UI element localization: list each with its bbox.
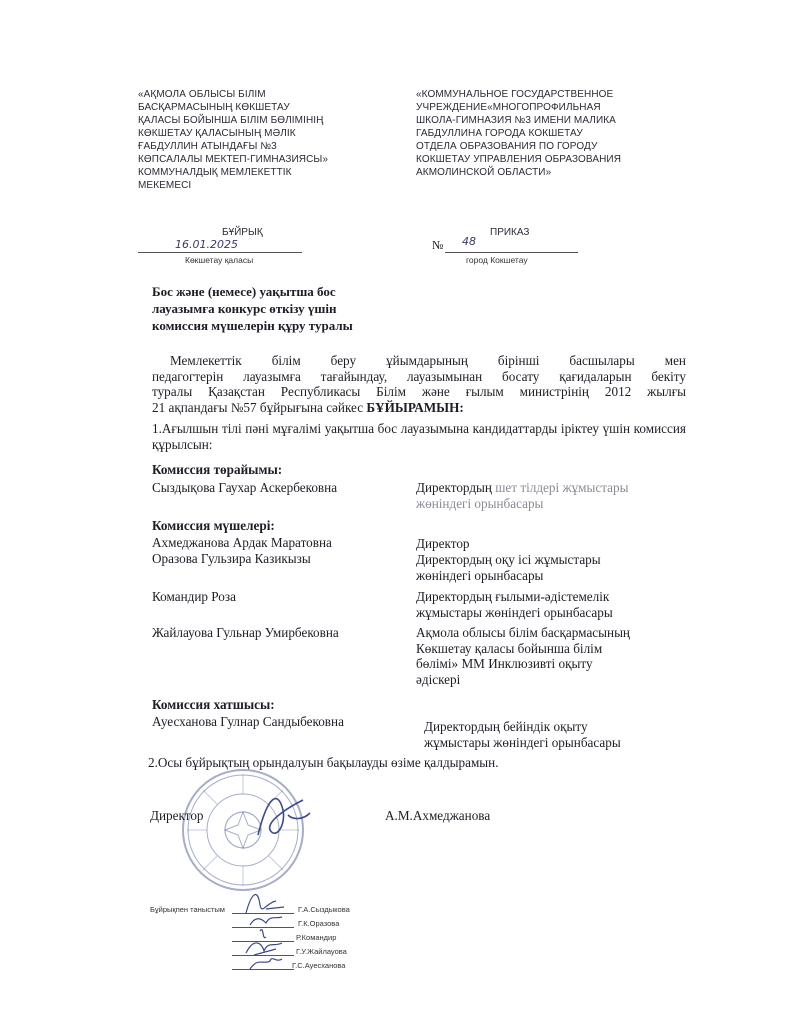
subject-line: Бос және (немесе) уақытша бос bbox=[152, 284, 336, 299]
signature-name: А.М.Ахмеджанова bbox=[385, 808, 491, 823]
date-underline bbox=[138, 252, 302, 253]
position-line: Директордың ғылыми-әдістемелік bbox=[416, 589, 610, 604]
city-kz: Көкшетау қаласы bbox=[185, 255, 254, 265]
header-line: КОММУНАЛДЫҚ МЕМЛЕКЕТТІК bbox=[138, 167, 292, 178]
preamble-paragraph bbox=[152, 353, 686, 415]
item-1: 1.Ағылшын тілі пәні мұғалімі уақытша бос лауазымына кандидаттарды іріктеу үшін комиссия құрылсын: bbox=[152, 421, 686, 452]
order-title-ru: ПРИКАЗ bbox=[490, 227, 530, 238]
header-line: «КОММУНАЛЬНОЕ ГОСУДАРСТВЕННОЕ bbox=[416, 89, 614, 100]
header-line: ҒАБДУЛЛИН АТЫНДАҒЫ №3 bbox=[138, 141, 277, 152]
preamble-line: туралы Қазақстан Республикасы Білім және ғылым министрінің 2012 жылғы bbox=[152, 384, 686, 399]
header-line: БАСҚАРМАСЫНЫҢ КӨКШЕТАУ bbox=[138, 102, 290, 113]
member-position bbox=[416, 589, 613, 620]
header-line: КӨПСАЛАЛЫ МЕКТЕП-ГИМНАЗИЯСЫ» bbox=[138, 154, 329, 165]
item-2: 2.Осы бұйрықтың орындалуын бақылауды өзіме қалдырамын. bbox=[148, 755, 499, 770]
preamble-last-line bbox=[152, 400, 686, 416]
member-name: Оразова Гульзира Казикызы bbox=[152, 551, 311, 566]
member-position bbox=[416, 536, 470, 552]
member-name: Ахмеджанова Ардак Маратовна bbox=[152, 535, 332, 550]
subject-line: лауазымға конкурс өткізу үшін bbox=[152, 301, 337, 316]
position-line: бөлімі» ММ Инклюзивті оқыту bbox=[416, 656, 593, 671]
position-line: жұмыстары жөніндегі орынбасары bbox=[424, 734, 621, 750]
header-line: МЕКЕМЕСІ bbox=[138, 180, 192, 191]
position-line: Ақмола облысы білім басқармасының bbox=[416, 625, 630, 640]
ack-name: Р.Командир bbox=[296, 933, 337, 942]
position-line: Көкшетау қаласы бойынша білім bbox=[416, 640, 603, 656]
number-sign: № bbox=[432, 238, 444, 252]
number-underline bbox=[445, 252, 578, 253]
position-line: жұмыстары жөніндегі орынбасары bbox=[416, 604, 613, 620]
header-line: «АҚМОЛА ОБЛЫСЫ БІЛІМ bbox=[138, 89, 266, 100]
member-name: Жайлауова Гульнар Умирбековна bbox=[152, 625, 339, 640]
header-line: ҚАЛАСЫ БОЙЫНША БІЛІМ БӨЛІМІНІҢ bbox=[138, 115, 324, 126]
header-line: ШКОЛА-ГИМНАЗИЯ №3 ИМЕНИ МАЛИКА bbox=[416, 115, 616, 126]
secretary-name: Ауесханова Гулнар Сандыбековна bbox=[152, 714, 344, 729]
header-line: АКМОЛИНСКОЙ ОБЛАСТИ» bbox=[416, 167, 552, 178]
position-line: әдіскері bbox=[416, 671, 461, 687]
ack-name: Г.У.Жайлауова bbox=[296, 947, 347, 956]
order-title-kz: БҰЙРЫҚ bbox=[222, 227, 263, 238]
preamble-tail: 21 ақпандағы №57 бұйрығына сәйкес bbox=[152, 399, 364, 415]
ack-name: Г.К.Оразова bbox=[298, 919, 340, 928]
header-line: КОКШЕТАУ УПРАВЛЕНИЯ ОБРАЗОВАНИЯ bbox=[416, 154, 622, 165]
position-line: Директордың бейіндік оқыту bbox=[424, 719, 588, 734]
order-date: 16.01.2025 bbox=[175, 238, 238, 251]
header-left-kz bbox=[138, 88, 328, 192]
header-line: УЧРЕЖДЕНИЕ«МНОГОПРОФИЛЬНАЯ bbox=[416, 102, 601, 113]
header-line: ГАБДУЛЛИНА ГОРОДА КОКШЕТАУ bbox=[416, 128, 583, 139]
order-number: 48 bbox=[462, 235, 476, 248]
header-line: КӨКШЕТАУ ҚАЛАСЫНЫҢ МӘЛІК bbox=[138, 128, 296, 139]
order-word: БҰЙЫРАМЫН: bbox=[366, 399, 464, 415]
position-line: жөніндегі орынбасары bbox=[416, 567, 544, 583]
header-right-ru bbox=[416, 88, 621, 179]
city-ru: город Кокшетау bbox=[466, 255, 528, 265]
chair-position-a: Директордың bbox=[416, 480, 492, 495]
preamble-line: Мемлекеттік білім беру ұйымдарының бірінші басшылары мен bbox=[170, 353, 686, 368]
chair-position-b: шет тілдері жұмыстары bbox=[495, 480, 629, 495]
ack-name: Г.С.Ауесханова bbox=[292, 961, 346, 970]
director-signature-icon bbox=[248, 785, 318, 845]
chair-position bbox=[416, 480, 628, 511]
members-heading: Комиссия мүшелері: bbox=[152, 518, 275, 533]
header-line: ОТДЕЛА ОБРАЗОВАНИЯ ПО ГОРОДУ bbox=[416, 141, 598, 152]
subject-line: комиссия мүшелерін құру туралы bbox=[152, 318, 353, 333]
position-line: Директор bbox=[416, 536, 470, 551]
chair-heading: Комиссия төрайымы: bbox=[152, 462, 283, 477]
order-subject bbox=[152, 283, 353, 334]
ack-label: Бұйрықпен таныстым bbox=[150, 905, 225, 914]
secretary-heading: Комиссия хатшысы: bbox=[152, 697, 275, 712]
member-name: Командир Роза bbox=[152, 589, 236, 604]
signature-role: Директор bbox=[150, 808, 204, 823]
ack-signatures-icon bbox=[236, 885, 300, 975]
preamble-line: педагогтерін лауазымға тағайындау, лауазымынан босату қағидаларын бекіту bbox=[152, 368, 686, 384]
chair-position-c: жөніндегі орынбасары bbox=[416, 495, 544, 511]
member-position bbox=[416, 625, 630, 687]
member-position bbox=[416, 552, 601, 583]
position-line: Директордың оқу ісі жұмыстары bbox=[416, 552, 601, 567]
secretary-position bbox=[424, 719, 621, 750]
chair-name: Сыздықова Гаухар Аскербековна bbox=[152, 480, 338, 495]
ack-name: Г.А.Сыздыкова bbox=[298, 905, 350, 914]
